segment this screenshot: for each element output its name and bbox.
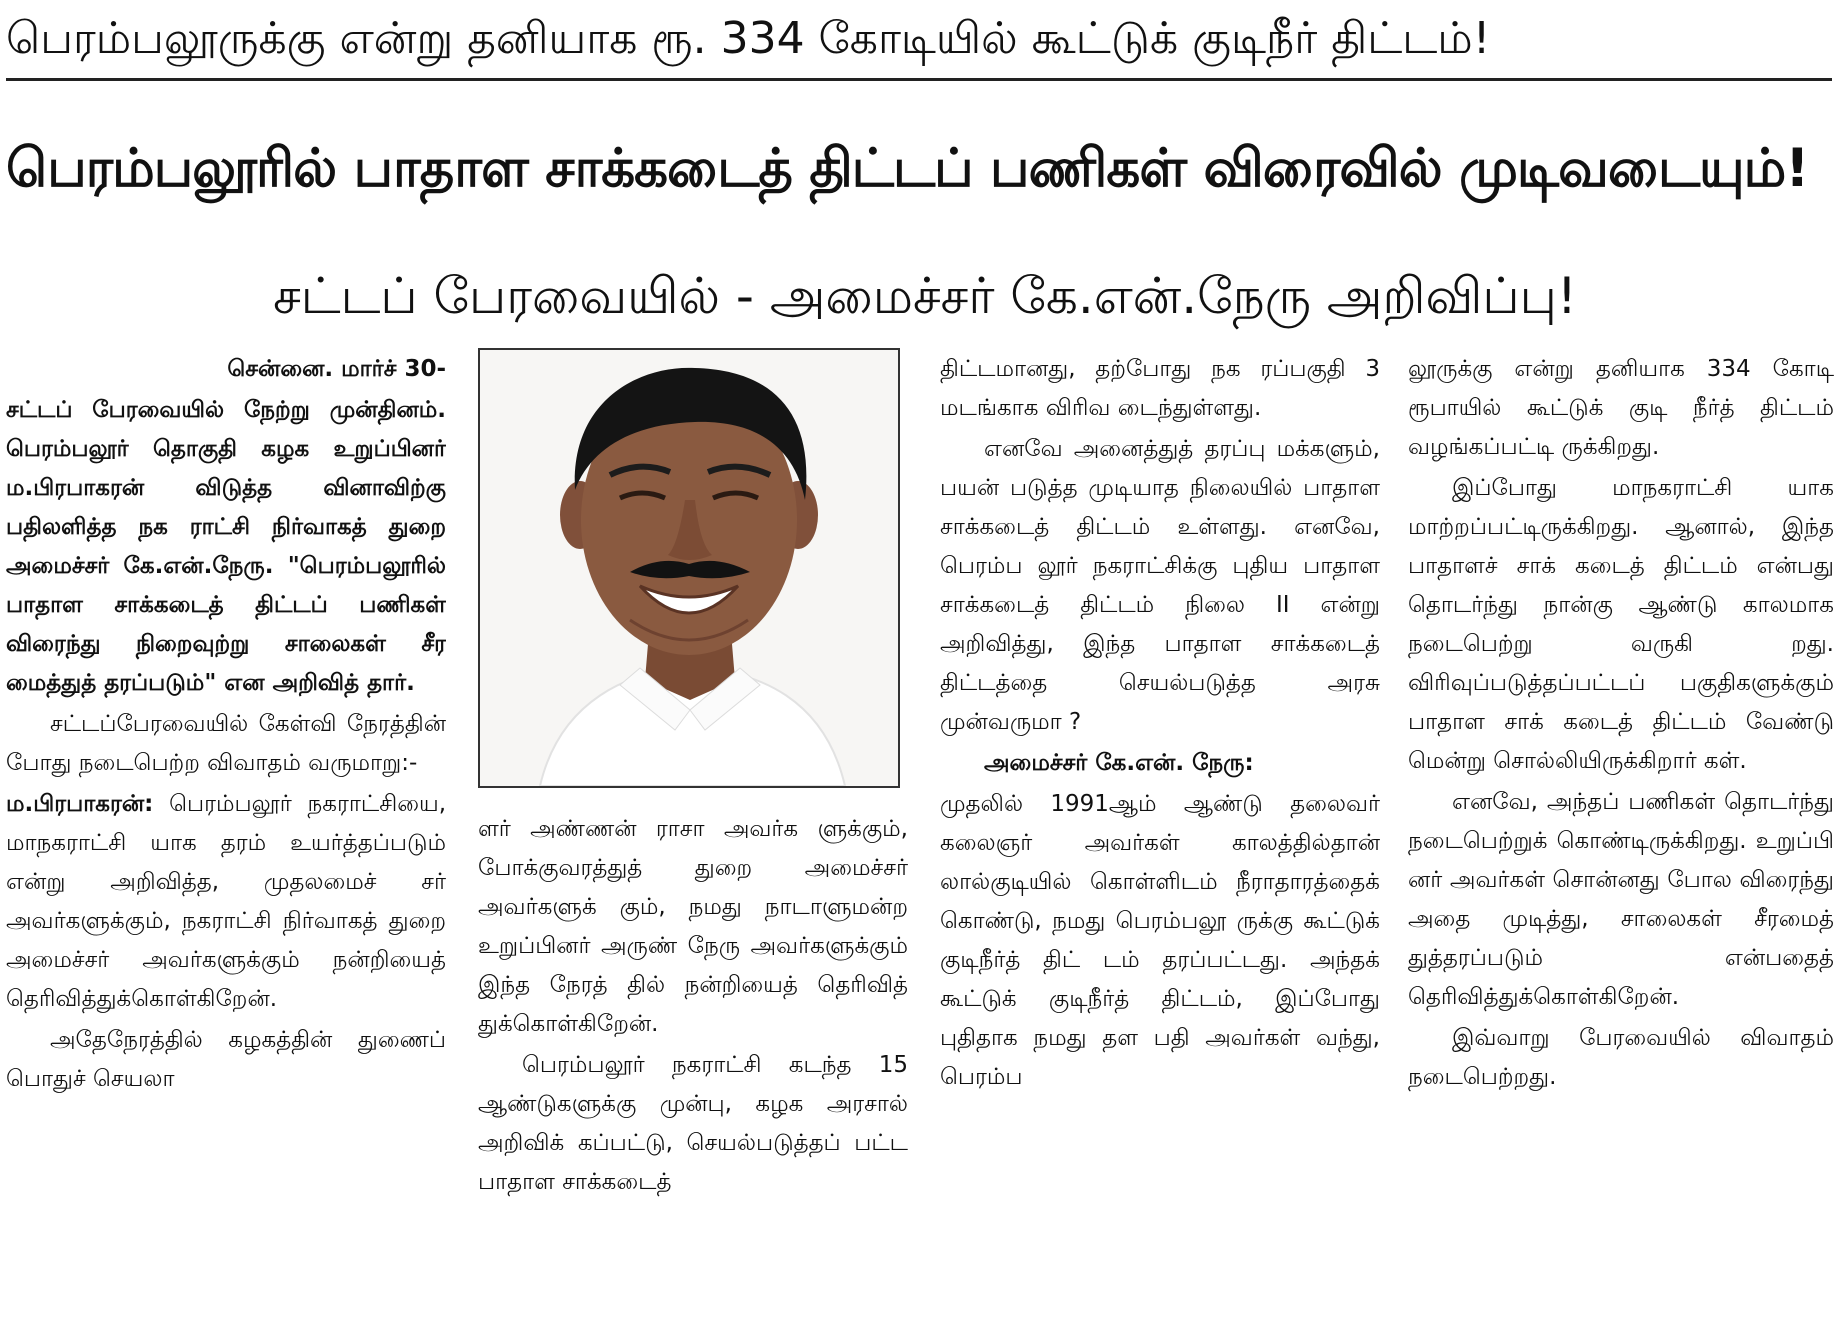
main-headline: பெரம்பலூரில் பாதாள சாக்கடைத் திட்டப் பணிகள் விரைவில் முடிவடையும்! — [6, 138, 1809, 199]
paragraph: திட்டமானது, தற்போது நக ரப்பகுதி 3 மடங்காக விரிவ டைந்துள்ளது. — [940, 356, 1380, 421]
portrait-image — [480, 350, 898, 786]
article-column-3 — [940, 350, 1380, 1310]
paragraph: சட்டப்பேரவையில் கேள்வி நேரத்தின் போது நடைபெற்ற விவாதம் வருமாறு:- — [6, 711, 446, 776]
kicker-headline: பெரம்பலூருக்கு என்று தனியாக ரூ. 334 கோடியில் கூட்டுக் குடிநீர் திட்டம்! — [6, 13, 1491, 64]
speaker-paragraph — [6, 785, 446, 1019]
headline-rule — [6, 78, 1832, 81]
paragraph: லூருக்கு என்று தனியாக 334 கோடி ரூபாயில் கூட்டுக் குடி நீர்த் திட்டம் வழங்கப்பட்டி ருக்கிறது. — [1408, 356, 1834, 460]
minister-photo — [478, 348, 900, 788]
speaker-name: அமைச்சர் கே.என். நேரு: — [984, 750, 1254, 776]
article-column-4 — [1408, 350, 1834, 1310]
subheadline: சட்டப் பேரவையில் - அமைச்சர் கே.என்.நேரு அறிவிப்பு! — [273, 267, 1577, 325]
paragraph: ளர் அண்ணன் ராசா அவர்க ளுக்கும், போக்குவரத்துத் துறை அமைச்சர் அவர்களுக் கும், நமது நாடாளுமன்ற உறுப்பினர் அருண் நேரு அவர்களுக்கும் இந்த நேரத் தில் நன்றியைத் தெரிவித் துக்கொள்கிறேன். — [478, 816, 908, 1037]
dateline: சென்னை. மார்ச் 30- — [227, 356, 446, 382]
paragraph: பெரம்பலூர் நகராட்சி கடந்த 15 ஆண்டுகளுக்கு முன்பு, கழக அரசால் அறிவிக் கப்பட்டு, செயல்படுத்தப் பட்ட பாதாள சாக்கடைத் — [478, 1052, 908, 1195]
paragraph: இப்போது மாநகராட்சி யாக மாற்றப்பட்டிருக்கிறது. ஆனால், இந்த பாதாளச் சாக் கடைத் திட்டம் என்பது தொடர்ந்து நான்கு ஆண்டு காலமாக நடைபெற்று வருகி றது. விரிவுப்படுத்தப்பட்டப் பகுதிகளுக்கும் பாதாள சாக் கடைத் திட்டம் வேண்டு மென்று சொல்லியிருக்கிறார் கள். — [1408, 475, 1834, 774]
article-column-2 — [478, 810, 908, 1310]
paragraph: முதலில் 1991ஆம் ஆண்டு தலைவர் கலைஞர் அவர்கள் காலத்தில்தான் லால்குடியில் கொள்ளிடம் நீராதாரத்தைக் கொண்டு, நமது பெரம்பலூ ருக்கு கூட்டுக் குடிநீர்த் திட் டம் தரப்பட்டது. அந்தக் கூட்டுக் குடிநீர்த் திட்டம், இப்போது புதிதாக நமது தள பதி அவர்கள் வந்து, பெரம்ப — [940, 791, 1380, 1090]
paragraph: எனவே, அந்தப் பணிகள் தொடர்ந்து நடைபெற்றுக் கொண்டிருக்கிறது. உறுப்பி னர் அவர்கள் சொன்னது போல விரைந்து அதை முடித்து, சாலைகள் சீரமைத் துத்தரப்படும் என்பதைத் தெரிவித்துக்கொள்கிறேன். — [1408, 789, 1834, 1010]
speaker-name: ம.பிரபாகரன்: — [6, 791, 154, 817]
paragraph: எனவே அனைத்துத் தரப்பு மக்களும், பயன் படுத்த முடியாத நிலையில் பாதாள சாக்கடைத் திட்டம் உள்ளது. எனவே, பெரம்ப லூர் நகராட்சிக்கு புதிய பாதாள சாக்கடைத் திட்டம் நிலை II என்று அறிவித்து, இந்த பாதாள சாக்கடைத் திட்டத்தை செயல்படுத்த அரசு முன்வருமா ? — [940, 436, 1380, 735]
speaker-paragraph — [940, 744, 1380, 783]
paragraph: இவ்வாறு பேரவையில் விவாதம் நடைபெற்றது. — [1408, 1025, 1834, 1090]
paragraph: அதேநேரத்தில் கழகத்தின் துணைப் பொதுச் செயலா — [6, 1027, 446, 1092]
speaker-text: பெரம்பலூர் நகராட்சியை, மாநகராட்சி யாக தரம் உயர்த்தப்படும் என்று அறிவித்த, முதலமைச் சர் அவர்களுக்கும், நகராட்சி நிர்வாகத் துறை அமைச்சர் அவர்களுக்கும் நன்றியைத் தெரிவித்துக்கொள்கிறேன். — [6, 791, 446, 1012]
article-column-1 — [6, 350, 446, 1310]
lead-paragraph: சட்டப் பேரவையில் நேற்று முன்தினம். பெரம்பலூர் தொகுதி கழக உறுப்பினர் ம.பிரபாகரன் விடுத்த வினாவிற்கு பதிலளித்த நக ராட்சி நிர்வாகத் துறை அமைச்சர் கே.என்.நேரு. "பெரம்பலூரில் பாதாள சாக்கடைத் திட்டப் பணிகள் விரைந்து நிறைவுற்று சாலைகள் சீர மைத்துத் தரப்படும்" என அறிவித் தார். — [6, 397, 446, 696]
